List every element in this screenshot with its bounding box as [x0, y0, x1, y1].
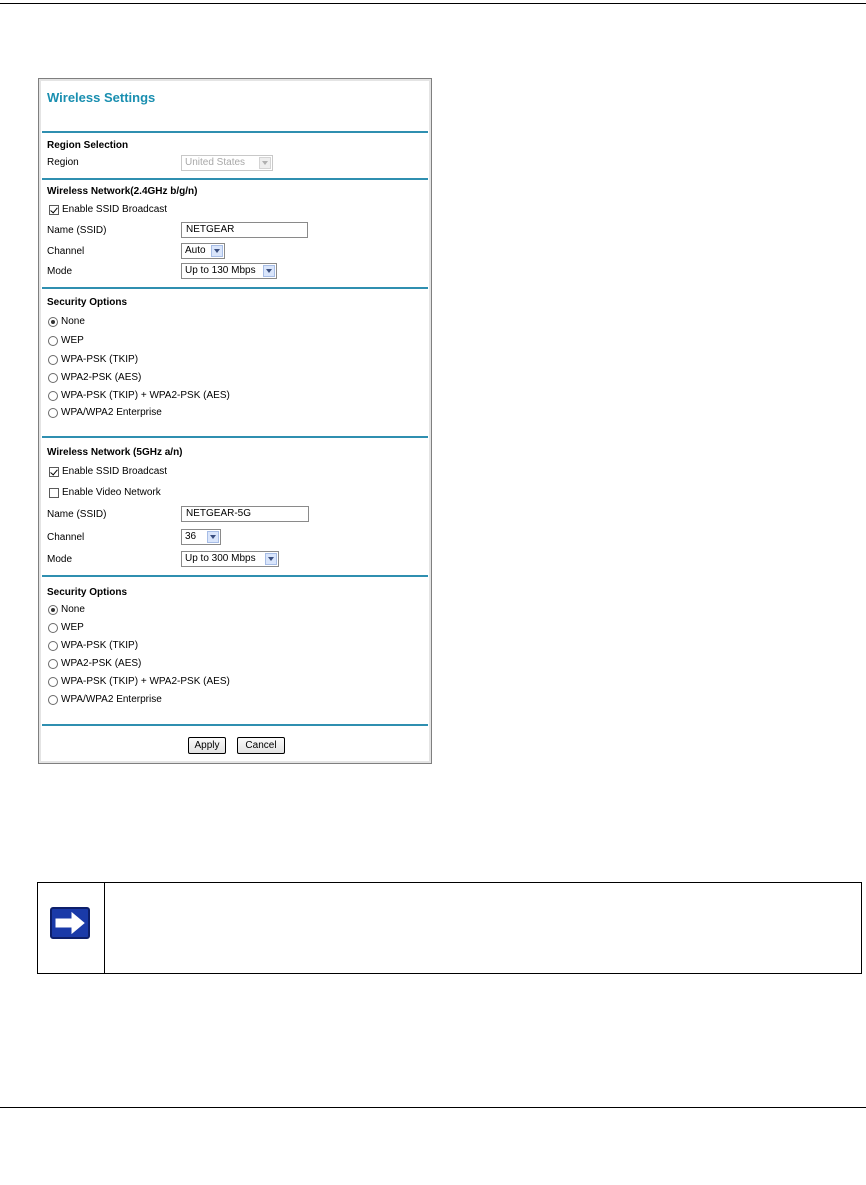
ssid-24-label: Name (SSID)	[47, 225, 107, 236]
channel-5-label: Channel	[47, 532, 85, 543]
mode-24-value: Up to 130 Mbps	[185, 265, 256, 276]
security-24-option-none[interactable]	[48, 316, 85, 327]
chevron-down-icon	[211, 245, 223, 257]
option-label: WPA-PSK (TKIP) + WPA2-PSK (AES)	[61, 390, 230, 401]
option-label: WEP	[61, 622, 84, 633]
channel-5-value: 36	[185, 531, 197, 542]
mode-5-select[interactable]	[181, 551, 279, 567]
channel-5-select[interactable]	[181, 529, 221, 545]
arrow-right-icon	[50, 907, 90, 939]
video-network-row[interactable]	[49, 487, 161, 498]
radio-button[interactable]	[48, 605, 58, 615]
security-24-heading: Security Options	[47, 297, 128, 308]
region-select[interactable]	[181, 155, 273, 171]
chevron-down-icon	[265, 553, 277, 565]
cancel-button[interactable]: Cancel	[237, 737, 285, 754]
security-5-heading: Security Options	[47, 587, 128, 598]
option-label: None	[61, 316, 85, 327]
ssid-broadcast-5-checkbox[interactable]	[49, 467, 59, 477]
ssid-broadcast-24-row[interactable]	[49, 204, 167, 215]
radio-button[interactable]	[48, 677, 58, 687]
radio-button[interactable]	[48, 317, 58, 327]
mode-24-select[interactable]	[181, 263, 277, 279]
note-divider	[104, 883, 105, 973]
ssid-5-label: Name (SSID)	[47, 509, 107, 520]
option-label: WPA-PSK (TKIP)	[61, 354, 139, 365]
security-5-option-wpa2-psk[interactable]	[48, 658, 141, 669]
chevron-down-icon	[263, 265, 275, 277]
security-24-option-wep[interactable]	[48, 335, 84, 346]
channel-24-label: Channel	[47, 246, 85, 257]
security-24-option-wpa2-psk[interactable]	[48, 372, 141, 383]
radio-button[interactable]	[48, 623, 58, 633]
divider	[42, 287, 428, 289]
option-label: WPA2-PSK (AES)	[61, 658, 142, 669]
ssid-5-input[interactable]: NETGEAR-5G	[181, 506, 309, 522]
wireless-settings-panel	[38, 78, 432, 764]
divider	[42, 724, 428, 726]
apply-button[interactable]: Apply	[188, 737, 226, 754]
top-rule	[0, 3, 866, 4]
page-title: Wireless Settings	[47, 90, 156, 105]
security-5-option-enterprise[interactable]	[48, 694, 162, 705]
divider	[42, 131, 428, 133]
region-selection-heading: Region Selection	[47, 140, 129, 151]
chevron-down-icon	[259, 157, 271, 169]
region-value: United States	[185, 157, 246, 168]
security-5-option-mixed[interactable]	[48, 676, 230, 687]
channel-24-value: Auto	[185, 245, 206, 256]
radio-button[interactable]	[48, 659, 58, 669]
option-label: None	[61, 604, 85, 615]
divider	[42, 436, 428, 438]
bottom-rule	[0, 1107, 866, 1108]
ssid-broadcast-5-label: Enable SSID Broadcast	[62, 466, 168, 477]
security-5-option-wpa-psk[interactable]	[48, 640, 138, 651]
divider	[42, 178, 428, 180]
video-network-label: Enable Video Network	[62, 487, 161, 498]
security-24-option-wpa-psk[interactable]	[48, 354, 138, 365]
ssid-broadcast-24-checkbox[interactable]	[49, 205, 59, 215]
channel-24-select[interactable]	[181, 243, 225, 259]
mode-24-label: Mode	[47, 266, 73, 277]
divider	[42, 575, 428, 577]
option-label: WPA/WPA2 Enterprise	[61, 694, 162, 705]
radio-button[interactable]	[48, 336, 58, 346]
note-box	[37, 882, 862, 974]
ssid-broadcast-5-row[interactable]	[49, 466, 167, 477]
ssid-24-input[interactable]: NETGEAR	[181, 222, 308, 238]
radio-button[interactable]	[48, 391, 58, 401]
radio-button[interactable]	[48, 641, 58, 651]
option-label: WPA-PSK (TKIP)	[61, 640, 139, 651]
wireless-24-heading: Wireless Network(2.4GHz b/g/n)	[47, 186, 198, 197]
video-network-checkbox[interactable]	[49, 488, 59, 498]
security-5-option-wep[interactable]	[48, 622, 84, 633]
ssid-broadcast-24-label: Enable SSID Broadcast	[62, 204, 168, 215]
radio-button[interactable]	[48, 695, 58, 705]
security-5-option-none[interactable]	[48, 604, 85, 615]
option-label: WPA2-PSK (AES)	[61, 372, 142, 383]
arrow-right-icon-svg	[52, 909, 88, 937]
mode-5-value: Up to 300 Mbps	[185, 553, 256, 564]
chevron-down-icon	[207, 531, 219, 543]
wireless-5-heading: Wireless Network (5GHz a/n)	[47, 447, 183, 458]
security-24-option-mixed[interactable]	[48, 390, 230, 401]
option-label: WPA-PSK (TKIP) + WPA2-PSK (AES)	[61, 676, 230, 687]
mode-5-label: Mode	[47, 554, 73, 565]
radio-button[interactable]	[48, 373, 58, 383]
security-24-option-enterprise[interactable]	[48, 407, 162, 418]
option-label: WEP	[61, 335, 84, 346]
radio-button[interactable]	[48, 355, 58, 365]
region-label: Region	[47, 157, 79, 168]
option-label: WPA/WPA2 Enterprise	[61, 407, 162, 418]
radio-button[interactable]	[48, 408, 58, 418]
